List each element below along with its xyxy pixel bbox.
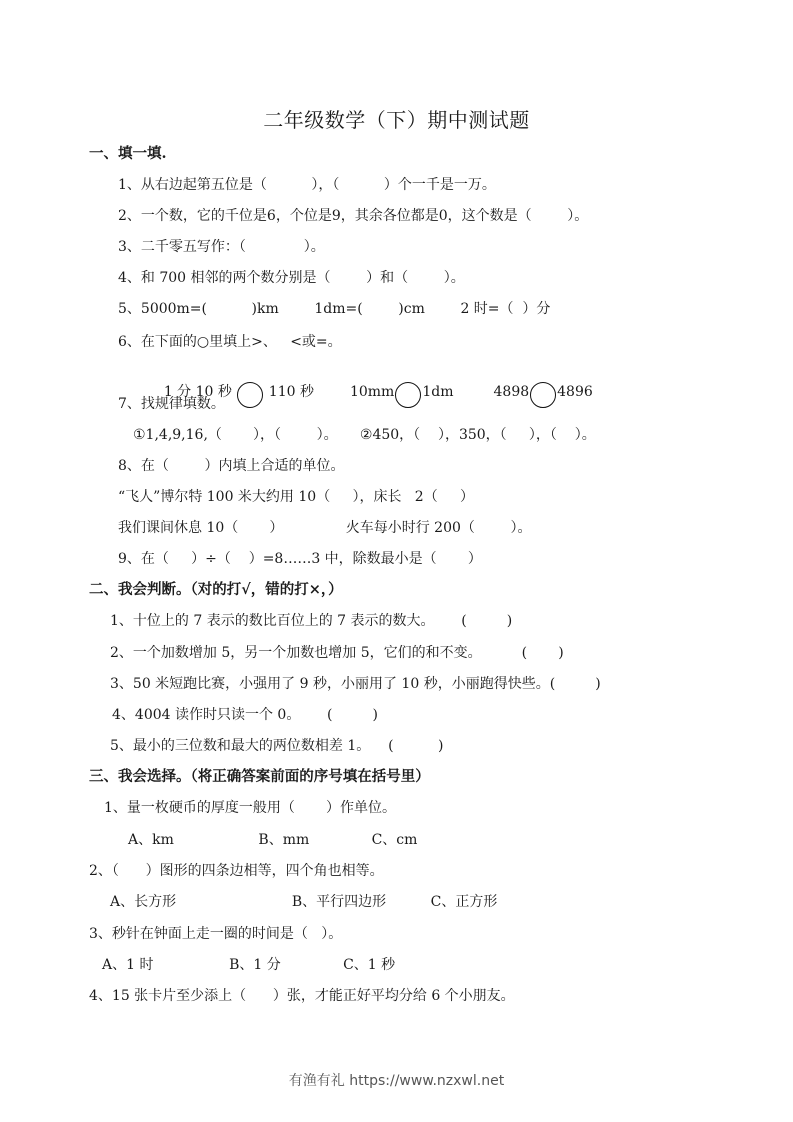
compare-2-left: 10mm: [349, 384, 395, 400]
question-3-2-options: A、长方形 B、平行四边形 C、正方形: [110, 894, 498, 910]
question-1-1: 1、从右边起第五位是（ ），（ ）个一千是一万。: [118, 177, 496, 193]
question-1-8-a: “飞人”博尔特 100 米大约用 10（ ），床长 2（ ）: [118, 489, 474, 505]
question-3-3: 3、秒针在钟面上走一圈的时间是（ ）。: [89, 926, 343, 942]
question-1-9: 9、在（ ）÷（ ）=8……3 中，除数最小是（ ）: [118, 551, 482, 567]
compare-1-right: 110 秒: [264, 384, 314, 400]
question-3-4: 4、15 张卡片至少添上（ ）张，才能正好平均分给 6 个小朋友。: [89, 988, 515, 1004]
question-3-1-options: A、km B、mm C、cm: [128, 832, 418, 848]
question-1-2: 2、一个数，它的千位是6，个位是9，其余各位都是0，这个数是（ ）。: [118, 208, 589, 224]
question-2-1: 1、十位上的 7 表示的数比百位上的 7 表示的数大。 ( ): [110, 613, 513, 629]
compare-1-left: 1 分 10 秒: [163, 384, 237, 400]
compare-3-left: 4898: [493, 384, 530, 400]
section-heading-judge: 二、我会判断。（对的打√，错的打×，）: [89, 581, 343, 598]
compare-2-right: 1dm: [422, 384, 454, 400]
question-2-5: 5、最小的三位数和最大的两位数相差 1。 ( ): [110, 738, 444, 754]
question-1-7: 7、找规律填数。: [118, 396, 225, 412]
question-1-3: 3、二千零五写作：（ ）。: [118, 239, 325, 255]
question-1-7-patterns: ①1,4,9,16,（ ），（ ）。 ②450，（ ），350，（ ），（ ）。: [133, 427, 596, 443]
section-heading-fill-in: 一、填一填.: [89, 145, 167, 162]
question-1-8-b: 我们课间休息 10（ ） 火车每小时行 200（ ）。: [118, 520, 532, 536]
question-1-8: 8、在（ ）内填上合适的单位。: [118, 458, 345, 474]
question-2-3: 3、50 米短跑比赛，小强用了 9 秒，小丽用了 10 秒，小丽跑得快些。( ): [110, 676, 601, 692]
compare-3-right: 4896: [557, 384, 593, 400]
compare-circle-1[interactable]: [237, 382, 263, 408]
question-1-4: 4、和 700 相邻的两个数分别是（ ）和（ ）。: [118, 270, 465, 286]
question-1-6: 6、在下面的○里填上>、 <或=。: [118, 334, 342, 350]
question-1-5: 5、5000m=( )km 1dm=( )cm 2 时=（ ）分: [118, 301, 551, 317]
page-title: 二年级数学（下）期中测试题: [263, 108, 530, 132]
question-3-1: 1、量一枚硬币的厚度一般用（ ）作单位。: [104, 800, 397, 816]
compare-circle-2[interactable]: [395, 382, 421, 408]
question-2-4: 4、4004 读作时只读一个 0。 ( ): [112, 707, 379, 723]
question-3-3-options: A、1 时 B、1 分 C、1 秒: [102, 957, 396, 973]
section-heading-choose: 三、我会选择。（将正确答案前面的序号填在括号里）: [89, 768, 430, 785]
compare-circle-3[interactable]: [530, 382, 556, 408]
footer-watermark: 有渔有礼 https://www.nzxwl.net: [288, 1073, 505, 1089]
question-2-2: 2、一个加数增加 5，另一个加数也增加 5，它们的和不变。 ( ): [110, 645, 564, 661]
question-3-2: 2、（ ）图形的四条边相等，四个角也相等。: [89, 863, 384, 879]
